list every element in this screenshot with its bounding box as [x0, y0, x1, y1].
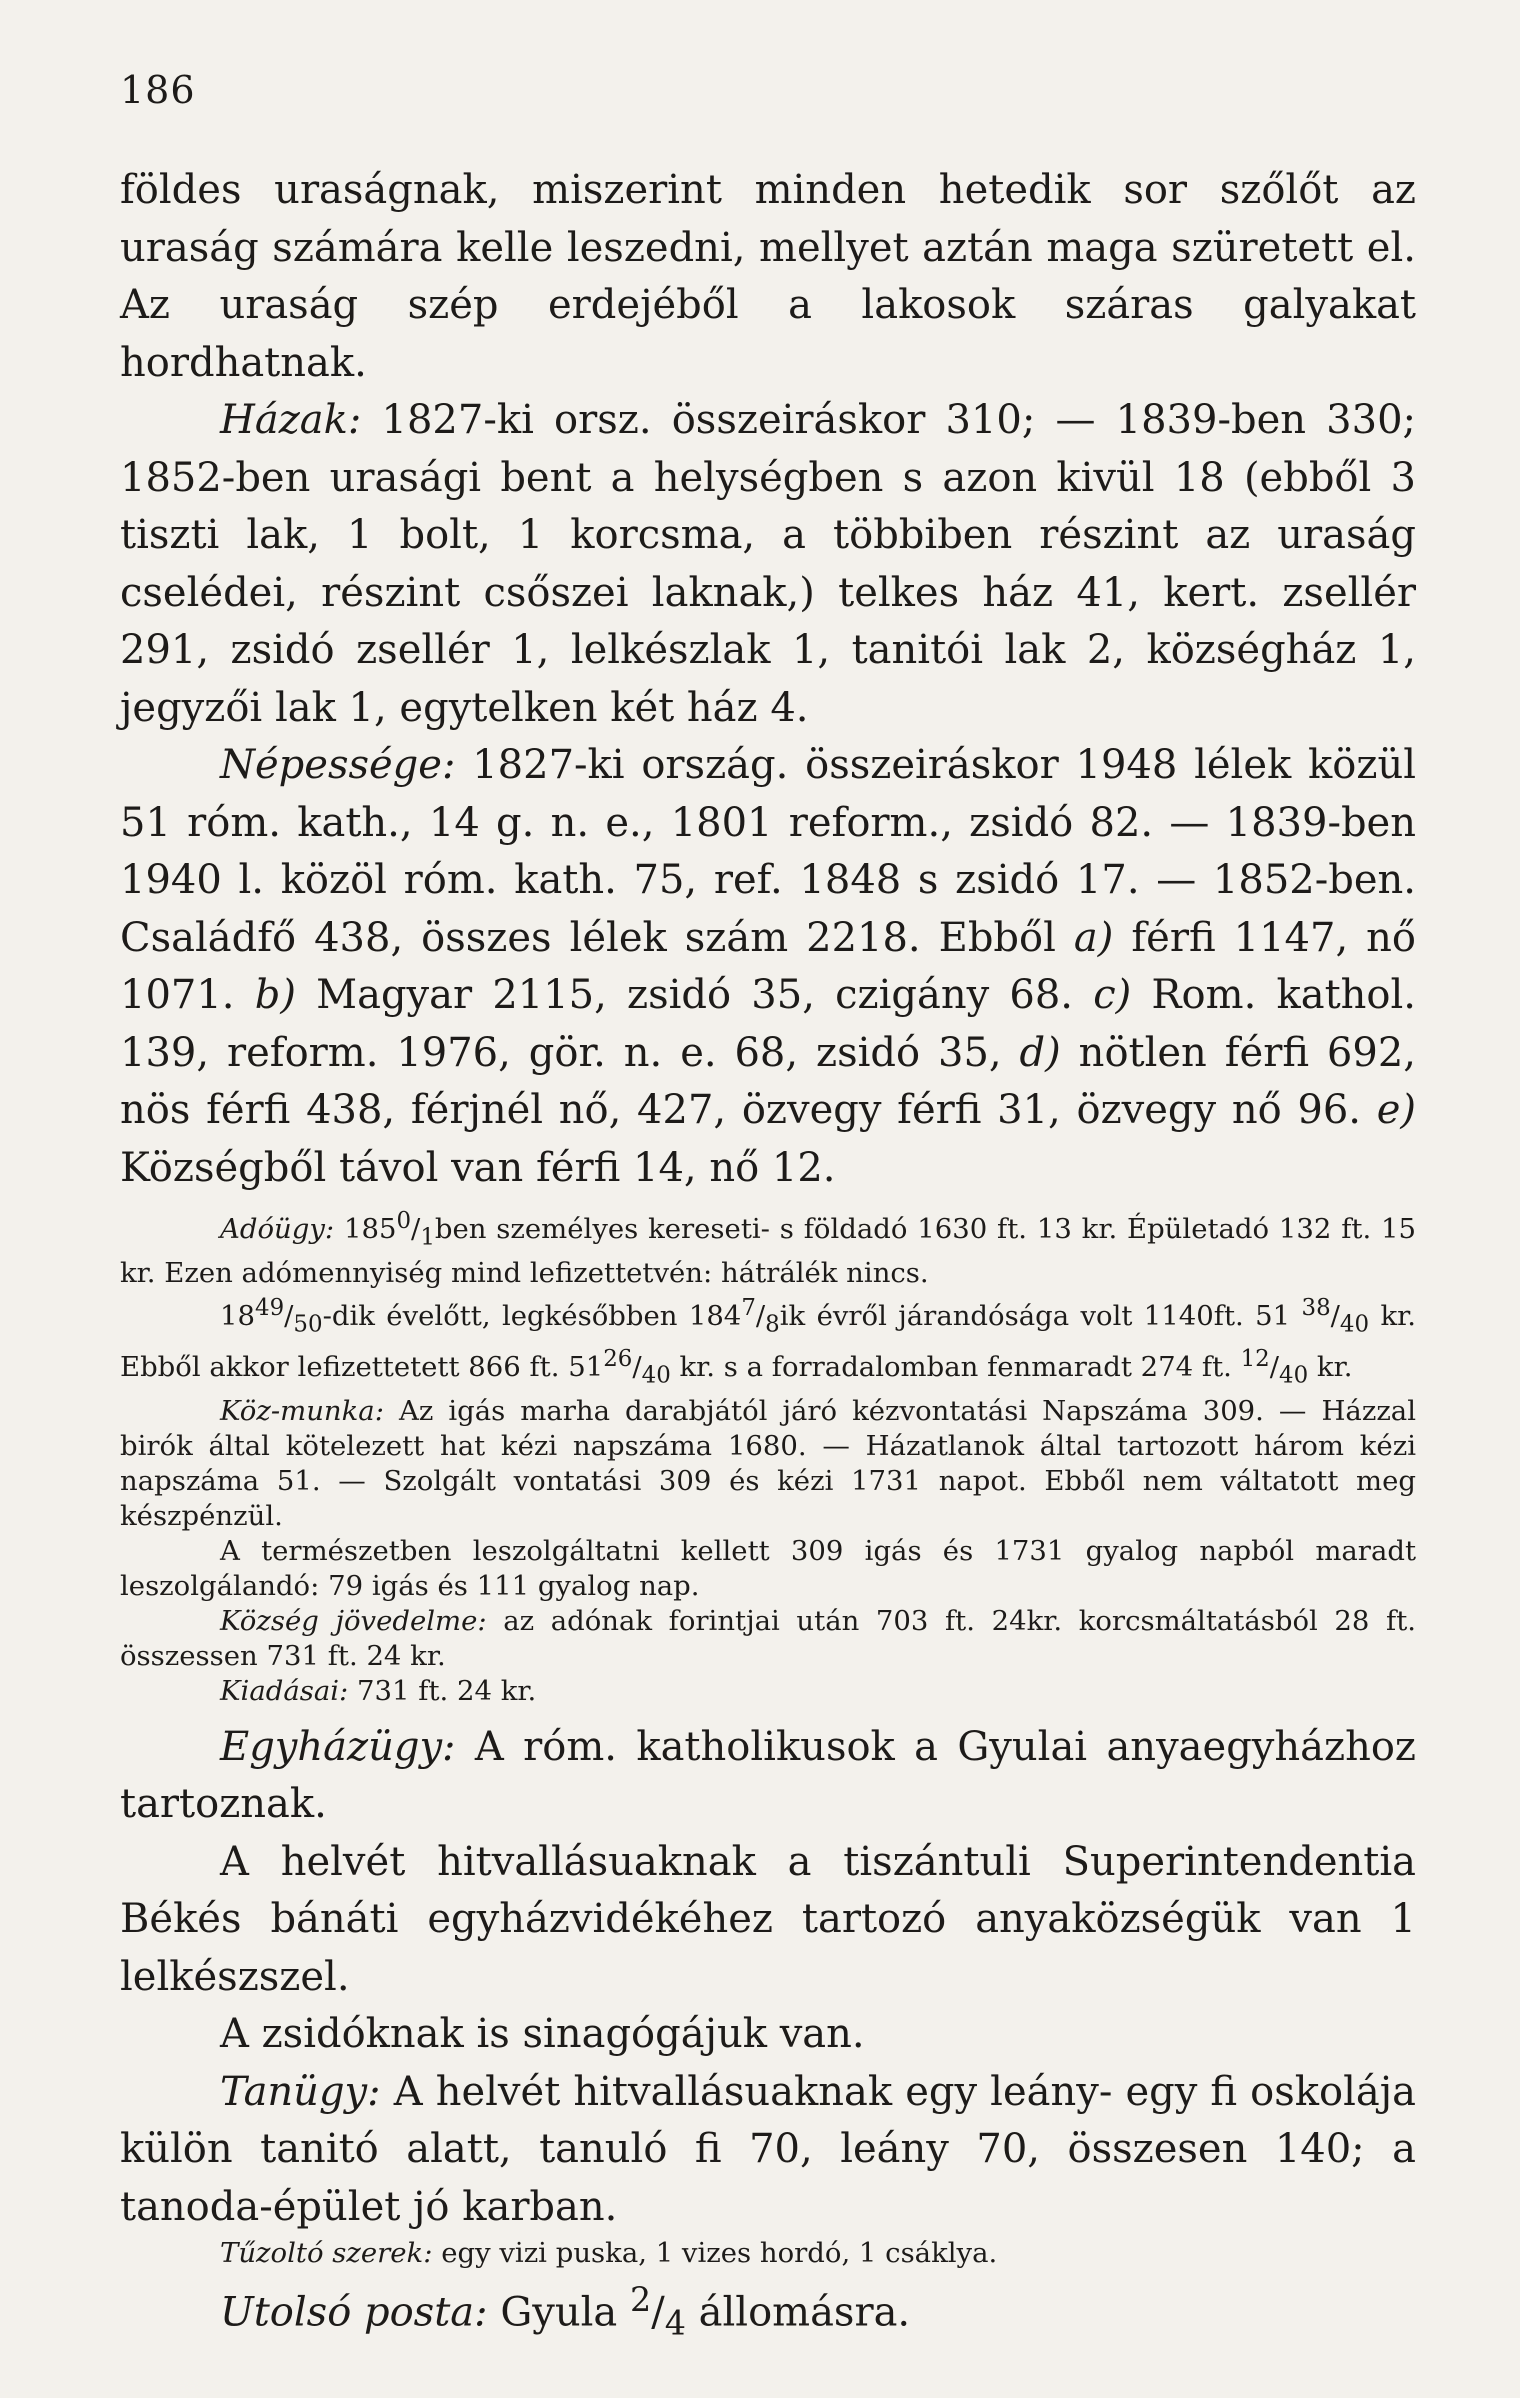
paragraph-population: [120, 737, 1416, 1197]
church-label: Egyházügy:: [220, 1723, 456, 1770]
tax-text: 185: [334, 1213, 397, 1246]
paragraph-remaining-work: A természetben leszolgáltatni kellett 309 igás és 1731 gyalog napból maradt leszolgálandó: 79 igás és 111 gyalog nap.: [120, 1534, 1416, 1602]
houses-text: 1827-ki orsz. összeiráskor 310; — 1839-ben 330; 1852-ben urasági bent a helységben s azon kivül 18 (ebből 3 tiszti lak, 1 bolt, 1 korcsma, a többiben részint az uraság cselédei, részint csőszei laknak,) telkes ház 41, kert. zsellér 291, zsidó zsellér 1, lelkészlak 1, tanitói lak 2, községház 1, jegyzői lak 1, egytelken két ház 4.: [120, 397, 1416, 731]
fraction-denominator: 8: [765, 1311, 780, 1338]
population-marker: e): [1376, 1087, 1416, 1133]
church-text: A róm. katholikusok a Gyulai anyaegyházhoz tartoznak.: [120, 1723, 1416, 1828]
paragraph-fire-equipment: [120, 2236, 1416, 2271]
population-text: Magyar 2115, zsidó 35, czigány 68.: [295, 972, 1094, 1018]
population-marker: a): [1073, 914, 1114, 961]
arrears-text: kr. Ebből akkor lefizettetett 866 ft. 51: [120, 1299, 1416, 1384]
population-marker: c): [1093, 972, 1132, 1018]
public-work-label: Köz-munka:: [220, 1394, 384, 1427]
fraction-denominator: 1: [420, 1224, 435, 1251]
page-number: 186: [120, 68, 196, 112]
fraction-numerator: 26: [603, 1346, 633, 1373]
paragraph-tax: [120, 1204, 1416, 1291]
fraction-numerator: 2: [630, 2280, 652, 2320]
arrears-text: ik évről járandósága volt 1140ft. 51: [779, 1299, 1302, 1332]
fraction-slash: /: [411, 1213, 421, 1246]
fraction-slash: /: [755, 1299, 766, 1332]
population-label: Népessége:: [220, 742, 456, 788]
fraction-numerator: 49: [255, 1294, 285, 1321]
fire-equipment-text: egy vizi puska, 1 vizes hordó, 1 csáklya.: [432, 2237, 998, 2270]
post-text: állomásra.: [685, 2289, 911, 2336]
tax-label: Adóügy:: [220, 1213, 335, 1246]
education-label: Tanügy:: [220, 2068, 381, 2115]
arrears-text: kr. s a forradalomban fenmaradt 274 ft.: [670, 1351, 1241, 1384]
village-income-label: Község jövedelme:: [220, 1604, 487, 1637]
expenses-label: Kiadásai:: [220, 1674, 349, 1707]
fraction-numerator: 38: [1301, 1294, 1331, 1321]
fire-equipment-label: Tűzoltó szerek:: [220, 2237, 433, 2270]
fraction-denominator: 40: [1339, 1311, 1370, 1338]
post-text: Gyula: [487, 2289, 630, 2336]
fraction-numerator: 12: [1240, 1346, 1270, 1373]
population-marker: b): [254, 972, 296, 1018]
education-text: A helvét hitvallásuaknak egy leány- egy fi oskolája külön tanitó alatt, tanuló fi 70, leány 70, összesen 140; a tanoda-épület jó karban.: [120, 2068, 1416, 2230]
paragraph-land-lord: földes uraságnak, miszerint minden hetedik sor szőlőt az uraság számára kelle leszedni, mellyet aztán maga szüretett el. Az uraság szép erdejéből a lakosok száras galyakat hordhatnak.: [120, 167, 1416, 386]
fraction-numerator: 0: [396, 1208, 412, 1234]
paragraph-expenses: [120, 1674, 1416, 1709]
tax-text: ben személyes kereseti- s földadó 1630 ft. 13 kr. Épületadó 132 ft. 15 kr. Ezen adómennyiség mind lefizettetvén: hátrálék nincs.: [120, 1213, 1416, 1289]
arrears-text: -dik évelőtt, legkésőbben 184: [322, 1299, 742, 1332]
paragraph-church: [120, 1719, 1416, 1834]
paragraph-synagogue: A zsidóknak is sinagógájuk van.: [220, 2011, 865, 2058]
paragraph-tax-arrears: [120, 1291, 1416, 1394]
population-text: Községből távol van férfi 14, nő 12.: [120, 1144, 836, 1191]
village-income-text: az adónak forintjai után 703 ft. 24kr. korcsmáltatásból 28 ft. összessen 731 ft. 24 kr.: [120, 1604, 1416, 1672]
fraction-denominator: 40: [1279, 1362, 1309, 1389]
page-body: [120, 162, 1416, 2352]
population-text: Rom. kathol. 139, reform. 1976, gör. n. e. 68, zsidó 35,: [120, 972, 1416, 1076]
fraction-slash: /: [1330, 1299, 1340, 1332]
expenses-text: 731 ft. 24 kr.: [348, 1674, 537, 1707]
fraction-slash: /: [1269, 1351, 1280, 1384]
fraction-denominator: 50: [293, 1311, 323, 1338]
arrears-text: kr.: [1308, 1351, 1353, 1384]
paragraph-post: Utolsó posta: Gyula $^2/_4$ állomásra.: [220, 2280, 911, 2343]
fraction-slash: /: [632, 1351, 642, 1384]
post-label: Utolsó posta:: [220, 2289, 488, 2336]
paragraph-public-work: [120, 1394, 1416, 1534]
paragraph-education: [120, 2064, 1416, 2237]
paragraph-houses: [120, 392, 1416, 737]
population-text: 1827-ki ország. összeiráskor 1948 lélek közül 51 róm. kath., 14 g. n. e., 1801 reform., zsidó 82. — 1839-ben 1940 l. közöl róm. kath. 75, ref. 1848 s zsidó 17. — 1852-ben. Családfő 438, összes lélek szám 2218. Ebből: [120, 742, 1416, 961]
fraction-numerator: 7: [741, 1294, 756, 1321]
population-text: férfi 1147, nő 1071.: [120, 914, 1417, 1018]
fraction-denominator: 40: [641, 1362, 671, 1389]
fraction-slash: /: [284, 1299, 294, 1332]
paragraph-reformed: A helvét hitvallásuaknak a tiszántuli Superintendentia Békés bánáti egyházvidékéhez tartozó anyaközségük van 1 lelkészszel.: [120, 1838, 1416, 2000]
houses-label: Házak:: [220, 397, 362, 443]
population-text: nötlen férfi 692, nös férfi 438, férjnél nő, 427, özvegy férfi 31, özvegy nő 96.: [120, 1029, 1416, 1133]
arrears-text: 18: [220, 1299, 255, 1332]
public-work-text: Az igás marha darabjától járó kézvontatási Napszáma 309. — Házzal birók által kötelezett hat kézi napszáma 1680. — Házatlanok által tartozott három kézi napszáma 51. — Szolgált vontatási 309 és kézi 1731 napot. Ebből nem váltatott meg készpénzül.: [120, 1394, 1416, 1532]
paragraph-village-income: [120, 1604, 1416, 1674]
population-marker: d): [1019, 1029, 1061, 1076]
fraction-denominator: 4: [664, 2303, 686, 2343]
